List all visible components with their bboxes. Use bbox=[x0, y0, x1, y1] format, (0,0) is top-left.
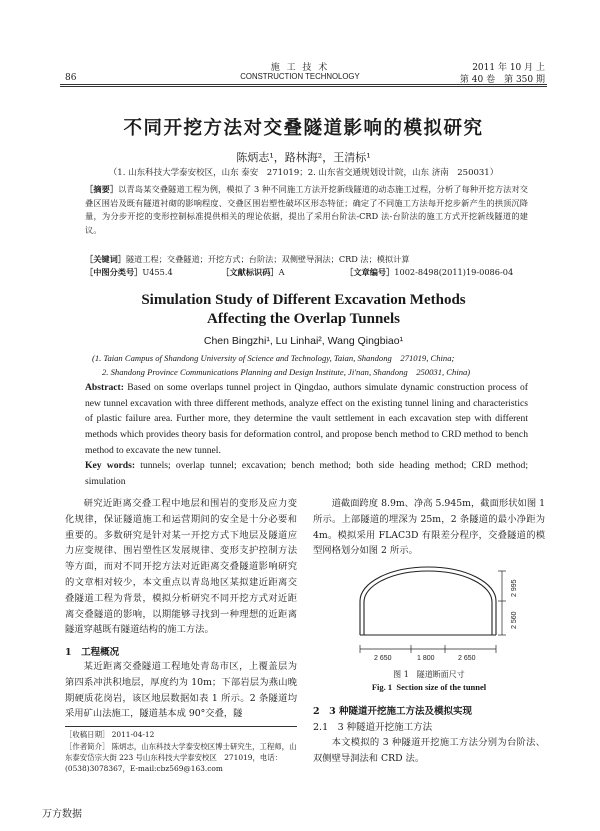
abstract-en-text: Based on some overlaps tunnel project in Qingdao, authors simulate dynamic construction process of new tunnel excavation with three different methods, analyze effect on the existing tunnel lining and characteristics of plastic failure area. Further more, they determine the vault settlement in each excavation step with different methods which provides theory basis for deformation control, and propose bench method to CRD method to bench method to excavate the new tunnel. bbox=[85, 382, 528, 456]
paper-title-en-line2: Affecting the Overlap Tunnels bbox=[207, 311, 400, 327]
keywords-cn-label: ［关键词］ bbox=[85, 254, 126, 264]
keywords-cn-text: 隧道工程；交叠隧道；开挖方式；台阶法；双侧壁导洞法；CRD 法；模拟计算 bbox=[125, 254, 410, 264]
received-date: ［收稿日期］ 2011-04-12 bbox=[65, 730, 155, 739]
doc-code-label: ［文献标识码］ bbox=[221, 267, 279, 277]
authors-cn: 陈炳志¹，路林海²，王清标¹ bbox=[236, 151, 371, 164]
footnote-rule bbox=[65, 726, 297, 727]
abstract-en-label: Abstract: bbox=[85, 382, 124, 393]
affiliation-en-2: 2. Shandong Province Communications Planning and Design Institute, Ji'nan, Shandong 250031, China) bbox=[102, 367, 471, 377]
paper-title-en-line1: Simulation Study of Different Excavation Methods bbox=[141, 292, 466, 308]
clc-value: U455.4 bbox=[142, 267, 173, 277]
dim-label-upper: 2 995 bbox=[511, 579, 518, 597]
section-2-heading: 2 3 种隧道开挖施工方法及模拟实现 bbox=[313, 706, 473, 717]
author-bio: ［作者简介］ 陈炳志，山东科技大学泰安校区博士研究生，工程师，山东泰安岱宗大街 223 号山东科技大学泰安校区 271019，电话：(0538)3078367，E-mail:cbz569@163.com bbox=[65, 742, 297, 773]
page-number: 86 bbox=[65, 73, 77, 83]
affiliation-en-1: (1. Taian Campus of Shandong University of Science and Technology, Taian, Shandong 271019, China; bbox=[92, 353, 455, 363]
article-no-value: 1002-8498(2011)19-0086-04 bbox=[394, 267, 514, 277]
keywords-en-text: tunnels; overlap tunnel; excavation; bench method; both side heading method; CRD method; simulation bbox=[85, 460, 528, 487]
abstract-cn-text: 以青岛某交叠隧道工程为例，模拟了 3 种不同施工方法开挖新线隧道的动态施工过程，分析了每种开挖方法对交叠区围岩及既有隧道衬砌的影响程度、交叠区围岩塑性破坏区形态特征；确定了不同施工方法每开挖步新产生的拱顶沉降量，为分步开挖的变形控制标准提供相关的理论依据，提出了采用台阶法-CRD 法-台阶法的施工方式开挖新线隧道的建议。 bbox=[85, 184, 528, 236]
volume-issue: 第 40 卷 第 350 期 bbox=[459, 75, 545, 85]
intro-paragraph: 研究近距离交叠工程中地层和围岩的变形及应力变化规律，保证隧道施工和运营期间的安全是十分必要和重要的。多数研究是针对某一开挖方式下地层及隧道应力应变规律、围岩塑性区发展规律、变形支护控制方法等方面，而对不同开挖方法对近距离交叠隧道影响研究的文章相对较少，本文重点以青岛地区某拟建近距离交叠隧道工程为背景，模拟分析研究不同开挖方式对近距离交叠隧道的影响，以期能够寻找到一种理想的近距离隧道穿越既有隧道结构的施工方法。 bbox=[65, 498, 297, 636]
paper-title-cn: 不同开挖方法对交叠隧道影响的模拟研究 bbox=[123, 118, 484, 139]
journal-title-cn: 施 工 技 术 bbox=[270, 63, 330, 73]
affiliation-cn: （1. 山东科技大学泰安校区，山东 泰安 271019；2. 山东省交通规划设计院，山东 济南 250031） bbox=[108, 168, 499, 178]
abstract-cn-label: ［摘要］ bbox=[85, 184, 119, 194]
keywords-en bbox=[85, 458, 528, 489]
section-2-1-heading: 2.1 3 种隧道开挖施工方法 bbox=[313, 722, 433, 733]
section-1-heading: 1 工程概况 bbox=[65, 647, 120, 658]
article-no-label: ［文章编号］ bbox=[345, 267, 395, 277]
journal-title-en: CONSTRUCTION TECHNOLOGY bbox=[240, 72, 360, 81]
figure-caption-cn: 图 1 隧道断面尺寸 bbox=[393, 670, 465, 679]
authors-en: Chen Bingzhi¹, Lu Linhai², Wang Qingbiao¹ bbox=[203, 335, 404, 347]
dim-label-right: 2 650 bbox=[458, 655, 476, 662]
figure-caption-en-label: Fig. 1 bbox=[371, 682, 393, 692]
figure-caption-en bbox=[313, 682, 545, 692]
clc-label: ［中图分类号］ bbox=[85, 267, 143, 277]
watermark: 万方数据 bbox=[42, 809, 82, 820]
dim-label-left: 2 650 bbox=[374, 655, 392, 662]
abstract-cn bbox=[85, 183, 528, 238]
header-rule-2 bbox=[60, 86, 547, 87]
tunnel-section-figure bbox=[320, 563, 545, 665]
doc-code-value: A bbox=[278, 267, 285, 277]
right-paragraph: 道截面跨度 8.9m、净高 5.945m，截面形状如图 1 所示。上部隧道的埋深为 25m，2 条隧道的最小净距为 4m。模拟采用 FLAC3D 有限差分程序，交叠隧道的模型网格划分如图 2 所示。 bbox=[313, 498, 545, 557]
section-2-1-paragraph: 本文模拟的 3 种隧道开挖施工方法分别为台阶法、双侧壁导洞法和 CRD 法。 bbox=[313, 737, 545, 764]
abstract-en bbox=[85, 380, 528, 459]
keywords-en-label: Key words: bbox=[85, 460, 136, 471]
figure-caption-en-text: Section size of the tunnel bbox=[396, 682, 487, 692]
classification-line bbox=[85, 266, 528, 280]
tunnel-inner-profile bbox=[364, 571, 492, 635]
section-1-paragraph: 某近距离交叠隧道工程地处青岛市区，上覆盖层为第四系冲洪积地层，厚度约为 10m；下部岩层为燕山晚期硬质花岗岩，该区地层数据如表 1 所示。2 条隧道均采用矿山法施工，隧道基本成 90°交叠，隧 bbox=[65, 661, 297, 720]
issue-date: 2011 年 10 月 上 bbox=[472, 63, 545, 73]
tunnel-outer-profile bbox=[360, 567, 496, 635]
keywords-cn bbox=[85, 253, 528, 267]
header-rule bbox=[60, 84, 547, 85]
dim-label-lower: 2 560 bbox=[511, 611, 518, 629]
dim-label-center: 1 800 bbox=[417, 655, 435, 662]
